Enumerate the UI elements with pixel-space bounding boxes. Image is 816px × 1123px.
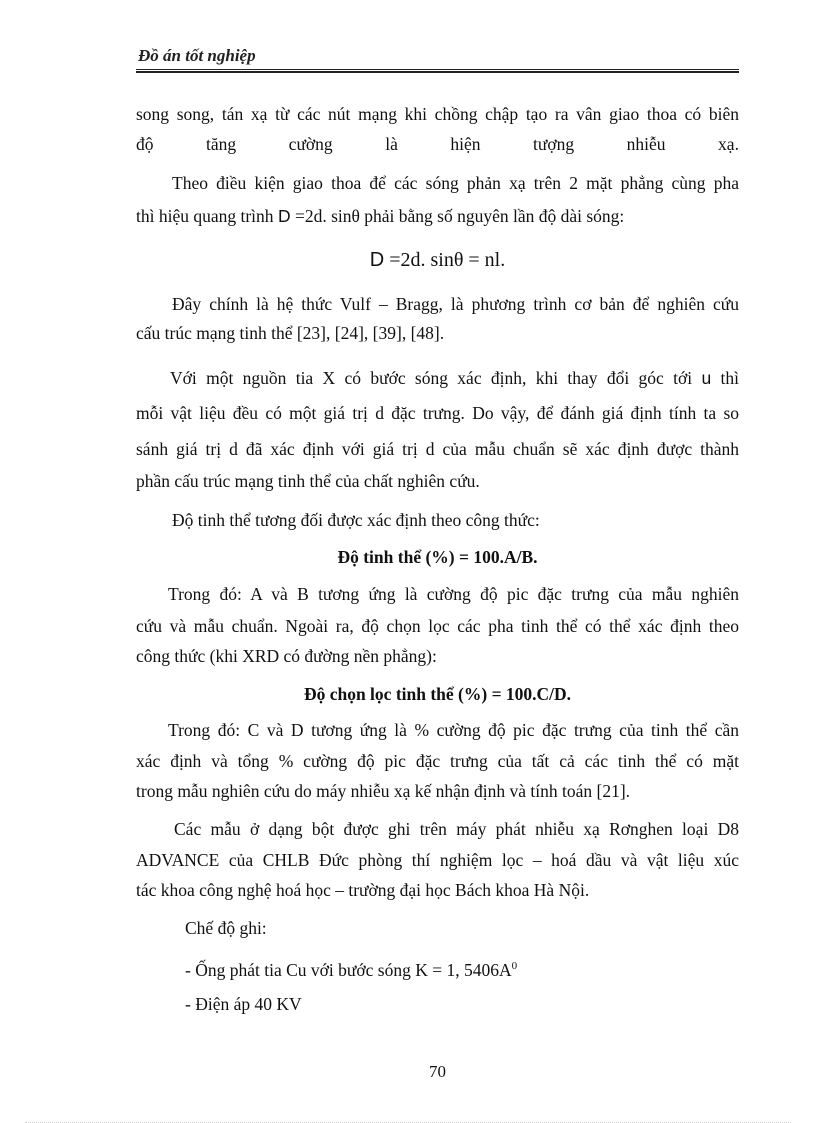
formula-text: =2d. sinθ = nl. [384,249,506,271]
text-segment: =2d. sinθ phải bằng số nguyên lần độ dài sóng: [290,206,625,226]
page-header-title: Đồ án tốt nghiệp [138,46,256,65]
text-line [136,205,739,227]
text-line: mỗi vật liệu đều có một giá trị d đặc trưng. Do vậy, để đánh giá định tính ta so [136,403,739,423]
text-segment: - Ống phát tia Cu với bước sóng K = 1, 5406A [185,959,512,980]
text-segment: thì [711,368,740,388]
selectivity-formula: Độ chọn lọc tinh thể (%) = 100.C/D. [303,684,572,704]
word: xạ. [718,134,739,154]
text-line [185,955,739,981]
text-line: cấu trúc mạng tinh thể [23], [24], [39], [48]. [136,323,445,343]
text-line: Trong đó: C và D tương ứng là % cường độ pic đặc trưng của tinh thể cần [168,720,739,740]
text-line: phần cấu trúc mạng tinh thể của chất nghiên cứu. [136,471,480,491]
text-line: Độ tinh thể tương đối được xác định theo công thức: [172,510,540,530]
word: cường [288,134,333,154]
text-line [170,367,739,389]
text-segment: thì hiệu quang trình [136,206,278,226]
theta-symbol: u [701,368,712,388]
superscript: 0 [511,960,518,972]
text-line: - Điện áp 40 KV [185,994,302,1014]
text-line: ADVANCE của CHLB Đức phòng thí nghiệm lọc – hoá dầu và vật liệu xúc [136,850,739,870]
text-line: Đây chính là hệ thức Vulf – Bragg, là phương trình cơ bản để nghiên cứu [172,294,739,314]
text-line: song song, tán xạ từ các nút mạng khi chồng chập tạo ra vân giao thoa có biên [136,104,739,124]
text-line: cứu và mẫu chuẩn. Ngoài ra, độ chọn lọc các pha tinh thể có thể xác định theo [136,616,739,636]
text-segment: Với một nguồn tia X có bước sóng xác định, khi thay đổi góc tới [170,368,702,388]
delta-symbol: D [369,249,385,271]
text-line: tác khoa công nghệ hoá học – trường đại học Bách khoa Hà Nội. [136,880,590,900]
text-line: xác định và tổng % cường độ pic đặc trưng của tất cả các tinh thể có mặt [136,751,739,771]
header-rule-thick [136,71,739,73]
word: tượng [533,134,575,154]
text-line: Theo điều kiện giao thoa để các sóng phản xạ trên 2 mặt phẳng cùng pha [172,173,739,193]
text-line: Chế độ ghi: [185,918,267,938]
text-line: sánh giá trị d đã xác định với giá trị d của mẫu chuẩn sẽ xác định được thành [136,439,739,459]
word: tăng [206,134,237,154]
text-line: Các mẫu ở dạng bột được ghi trên máy phát nhiễu xạ Rơnghen loại D8 [174,819,739,839]
text-line: trong mẫu nghiên cứu do máy nhiễu xạ kế nhận định và tính toán [21]. [136,781,631,801]
text-line: công thức (khi XRD có đường nền phẳng): [136,646,437,666]
text-line-justified [136,133,739,155]
bragg-formula [136,249,739,271]
word: nhiễu [626,134,666,154]
word: độ [136,134,154,154]
delta-symbol: D [277,206,291,226]
text-line: Trong đó: A và B tương ứng là cường độ pic đặc trưng của mẫu nghiên [168,584,739,604]
word: hiện [450,134,481,154]
word: là [385,134,398,154]
crystallinity-formula: Độ tinh thể (%) = 100.A/B. [337,547,538,567]
header-rule-thin [136,69,739,70]
page-number: 70 [429,1062,446,1081]
